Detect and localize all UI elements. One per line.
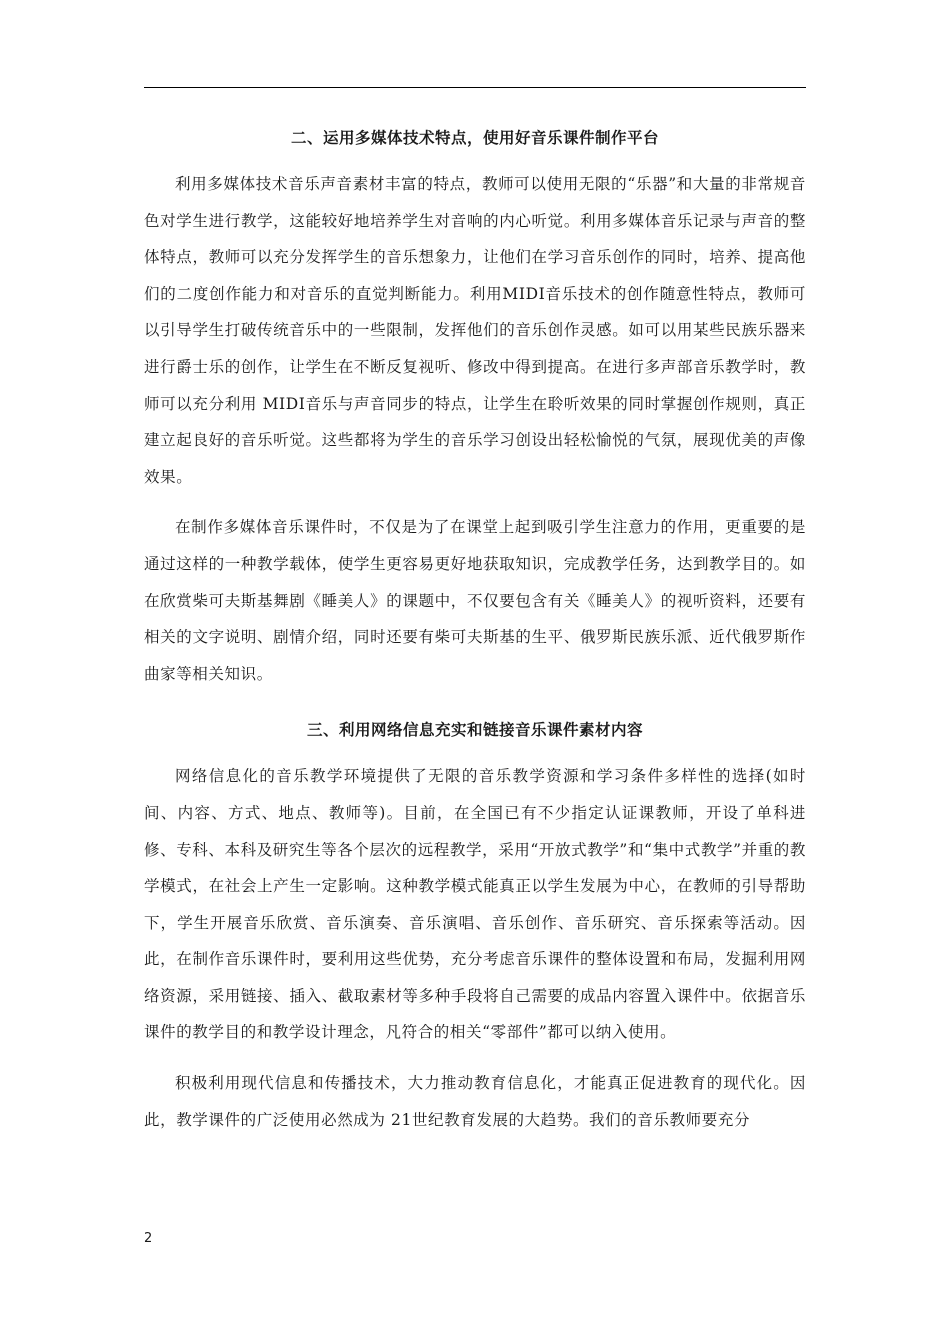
page-body (144, 118, 806, 1138)
paragraph: 网络信息化的音乐教学环境提供了无限的音乐教学资源和学习条件多样性的选择(如时间、内容、方式、地点、教师等)。目前，在全国已有不少指定认证课教师，开设了单科进修、专科、本科及研究生等各个层次的远程教学，采用“开放式教学”和“集中式教学”并重的教学模式，在社会上产生一定影响。这种教学模式能真正以学生发展为中心，在教师的引导帮助下，学生开展音乐欣赏、音乐演奏、音乐演唱、音乐创作、音乐研究、音乐探索等活动。因此，在制作音乐课件时，要利用这些优势，充分考虑音乐课件的整体设置和布局，发掘利用网络资源，采用链接、插入、截取素材等多种手段将自己需要的成品内容置入课件中。依据音乐课件的教学目的和教学设计理念，凡符合的相关“零部件”都可以纳入使用。 (144, 767, 806, 1042)
paragraph: 在制作多媒体音乐课件时，不仅是为了在课堂上起到吸引学生注意力的作用，更重要的是通过这样的一种教学载体，使学生更容易更好地获取知识，完成教学任务，达到教学目的。如在欣赏柴可夫斯基舞剧《睡美人》的课题中，不仅要包含有关《睡美人》的视听资料，还要有相关的文字说明、剧情介绍，同时还要有柴可夫斯基的生平、俄罗斯民族乐派、近代俄罗斯作曲家等相关知识。 (144, 518, 806, 683)
paragraph: 积极利用现代信息和传播技术，大力推动教育信息化，才能真正促进教育的现代化。因此，教学课件的广泛使用必然成为 21世纪教育发展的大趋势。我们的音乐教师要充分 (144, 1074, 806, 1129)
section-heading-2: 二、运用多媒体技术特点，使用好音乐课件制作平台 (290, 129, 659, 147)
page-number: 2 (144, 1231, 153, 1246)
header-rule (144, 87, 806, 88)
paragraph: 利用多媒体技术音乐声音素材丰富的特点，教师可以使用无限的“乐器”和大量的非常规音色对学生进行教学，这能较好地培养学生对音响的内心听觉。利用多媒体音乐记录与声音的整体特点，教师可以充分发挥学生的音乐想象力，让他们在学习音乐创作的同时，培养、提高他们的二度创作能力和对音乐的直觉判断能力。利用MIDI音乐技术的创作随意性特点，教师可以引导学生打破传统音乐中的一些限制，发挥他们的音乐创作灵感。如可以用某些民族乐器来进行爵士乐的创作，让学生在不断反复视听、修改中得到提高。在进行多声部音乐教学时，教师可以充分利用 MIDI音乐与声音同步的特点，让学生在聆听效果的同时掌握创作规则，真正建立起良好的音乐听觉。这些都将为学生的音乐学习创设出轻松愉悦的气氛，展现优美的声像效果。 (144, 175, 806, 486)
section-heading-3: 三、利用网络信息充实和链接音乐课件素材内容 (306, 721, 643, 740)
